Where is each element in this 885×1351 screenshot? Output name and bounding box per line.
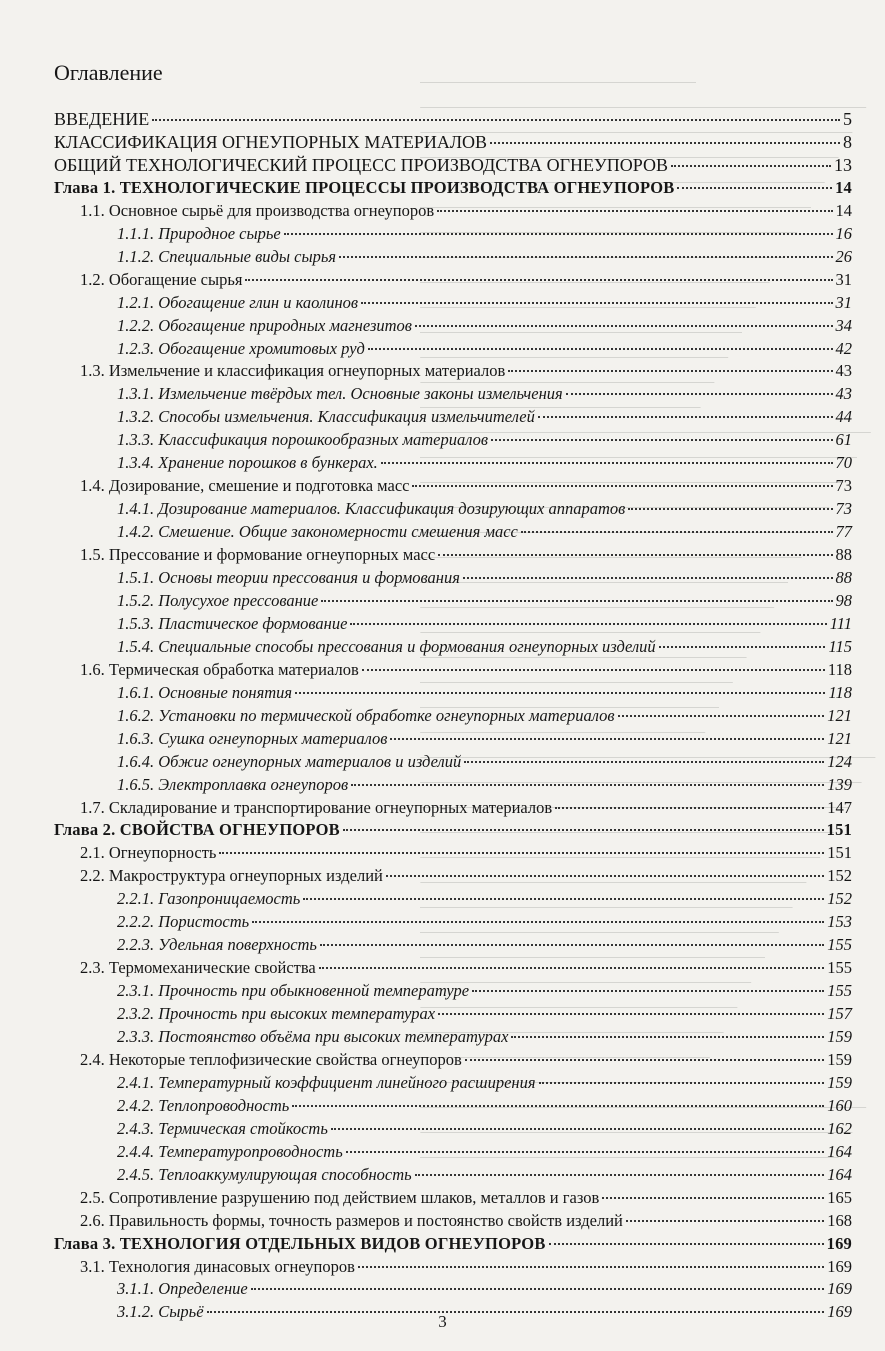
toc-entry-page: 124 <box>827 752 852 771</box>
dot-leader <box>438 1013 824 1015</box>
dot-leader <box>390 738 824 740</box>
dot-leader <box>320 944 824 946</box>
dot-leader <box>602 1197 824 1199</box>
toc-subsubsection <box>117 1164 852 1186</box>
toc-entry-page: 168 <box>827 1211 852 1230</box>
toc-entry-page: 88 <box>835 568 852 587</box>
toc-entry-page: 5 <box>843 109 852 129</box>
dot-leader <box>362 669 825 671</box>
toc-entry-title: 1.6.4. Обжиг огнеупорных материалов и изделий <box>117 752 462 771</box>
toc-entry-title: 2.3.1. Прочность при обыкновенной температуре <box>117 981 470 1000</box>
toc-entry-title: 1.6.1. Основные понятия <box>117 683 293 702</box>
toc-entry-page: 157 <box>827 1004 852 1023</box>
toc-subsubsection <box>117 1118 852 1140</box>
toc-subsubsection <box>117 521 852 543</box>
page-number: 3 <box>438 1312 447 1331</box>
toc-entry-title: 1.3. Измельчение и классификация огнеупорных материалов <box>80 361 506 380</box>
toc-entry-page: 73 <box>835 476 852 495</box>
toc-entry-title: КЛАССИФИКАЦИЯ ОГНЕУПОРНЫХ МАТЕРИАЛОВ <box>54 132 488 152</box>
dot-leader <box>618 715 825 717</box>
dot-leader <box>412 485 832 487</box>
toc-entry-title: 2.3. Термомеханические свойства <box>80 958 316 977</box>
toc-entry-page: 121 <box>827 706 852 725</box>
toc-entry-page: 34 <box>835 316 852 335</box>
toc-subsection <box>80 475 852 497</box>
toc-entry-page: 155 <box>827 981 852 1000</box>
toc-subsubsection <box>117 888 852 910</box>
toc-subsubsection <box>117 498 852 520</box>
toc-entry-title: 3.1. Технология динасовых огнеупоров <box>80 1257 355 1276</box>
toc-chapter <box>54 819 852 841</box>
dot-leader <box>339 256 832 258</box>
toc-entry-title: 2.4.2. Теплопроводность <box>117 1096 290 1115</box>
toc-entry-page: 70 <box>835 453 852 472</box>
toc-entry-title: 2.4.4. Температуропроводность <box>117 1142 343 1161</box>
toc-entry-title: 2.1. Огнеупорность <box>80 843 217 862</box>
toc-subsubsection <box>117 1072 852 1094</box>
dot-leader <box>626 1220 824 1222</box>
toc-entry-title: 1.3.3. Классификация порошкообразных материалов <box>117 430 489 449</box>
toc-entry-page: 13 <box>834 155 852 175</box>
toc-entry-page: 111 <box>829 614 852 633</box>
toc-entry-title: 1.3.4. Хранение порошков в бункерах. <box>117 453 378 472</box>
toc-entry-page: 159 <box>827 1027 852 1046</box>
toc-subsubsection <box>117 429 852 451</box>
dot-leader <box>303 898 824 900</box>
dot-leader <box>521 531 833 533</box>
toc-entry-title: Глава 1. ТЕХНОЛОГИЧЕСКИЕ ПРОЦЕССЫ ПРОИЗВОДСТВА ОГНЕУПОРОВ <box>54 178 675 197</box>
dot-leader <box>331 1128 824 1130</box>
toc-entry-page: 164 <box>827 1142 852 1161</box>
dot-leader <box>508 370 832 372</box>
toc-entry-title: 1.6.5. Электроплавка огнеупоров <box>117 775 349 794</box>
page-title: Оглавление <box>54 60 163 85</box>
dot-leader <box>292 1105 824 1107</box>
toc-entry-page: 14 <box>835 178 852 197</box>
toc-entry-page: 151 <box>826 820 852 839</box>
dot-leader <box>463 577 833 579</box>
toc-entry-page: 164 <box>827 1165 852 1184</box>
toc-entry-title: 2.3.3. Постоянство объёма при высоких температурах <box>117 1027 509 1046</box>
dot-leader <box>358 1266 824 1268</box>
toc-entry-page: 43 <box>835 384 852 403</box>
toc-subsubsection <box>117 774 852 796</box>
toc-entry-title: 1.4.2. Смешение. Общие закономерности смешения масс <box>117 522 518 541</box>
dot-leader <box>628 508 832 510</box>
toc-subsection <box>80 269 852 291</box>
dot-leader <box>350 623 826 625</box>
toc-subsubsection <box>117 980 852 1002</box>
toc-entry-page: 159 <box>827 1050 852 1069</box>
toc-subsection <box>80 957 852 979</box>
toc-subsection <box>80 544 852 566</box>
toc-entry-page: 73 <box>835 499 852 518</box>
toc-subsubsection <box>117 613 852 635</box>
toc-entry-title: 2.2.1. Газопроницаемость <box>117 889 301 908</box>
toc-entry-title: 1.6.3. Сушка огнеупорных материалов <box>117 729 388 748</box>
toc-subsubsection <box>117 590 852 612</box>
toc-entry-page: 155 <box>827 935 852 954</box>
toc-entry-title: 2.2. Макроструктура огнеупорных изделий <box>80 866 383 885</box>
toc-entry-page: 77 <box>835 522 852 541</box>
toc-chapter <box>54 1233 852 1255</box>
toc-entry-title: 1.5.1. Основы теории прессования и формования <box>117 568 460 587</box>
toc-subsubsection <box>117 1026 852 1048</box>
dot-leader <box>321 600 832 602</box>
toc-entry-title: 2.4.3. Термическая стойкость <box>117 1119 328 1138</box>
dot-leader <box>343 829 824 831</box>
toc-subsection <box>80 797 852 819</box>
toc-entry-title: 1.6. Термическая обработка материалов <box>80 660 359 679</box>
toc-entry-page: 118 <box>828 683 852 702</box>
dot-leader <box>319 967 824 969</box>
toc-entry-title: 2.2.3. Удельная поверхность <box>117 935 317 954</box>
toc-entry-title: 1.5.2. Полусухое прессование <box>117 591 319 610</box>
toc-entry-page: 42 <box>835 339 852 358</box>
dot-leader <box>671 165 831 167</box>
toc-subsubsection <box>117 636 852 658</box>
toc-subsubsection <box>117 934 852 956</box>
dot-leader <box>472 990 824 992</box>
dot-leader <box>381 462 833 464</box>
toc-entry-title: 1.1.2. Специальные виды сырья <box>117 247 337 266</box>
toc-entry-title: 2.4. Некоторые теплофизические свойства огнеупоров <box>80 1050 462 1069</box>
toc-entry-title: 1.2.2. Обогащение природных магнезитов <box>117 316 412 335</box>
toc-entry-title: 2.5. Сопротивление разрушению под действием шлаков, металлов и газов <box>80 1188 600 1207</box>
toc-subsection <box>80 1187 852 1209</box>
toc-subsubsection <box>117 223 852 245</box>
toc-subsection <box>80 200 852 222</box>
toc-section <box>54 108 852 130</box>
toc-subsection <box>80 1049 852 1071</box>
dot-leader <box>539 1082 825 1084</box>
dot-leader <box>438 554 832 556</box>
toc-entry-title: 2.2.2. Пористость <box>117 912 250 931</box>
toc-entry-title: 1.1.1. Природное сырье <box>117 224 281 243</box>
toc-subsection <box>80 1210 852 1232</box>
toc-entry-title: 1.3.1. Измельчение твёрдых тел. Основные законы измельчения <box>117 384 563 403</box>
toc-entry-page: 159 <box>827 1073 852 1092</box>
toc-entry-title: ОБЩИЙ ТЕХНОЛОГИЧЕСКИЙ ПРОЦЕСС ПРОИЗВОДСТВА ОГНЕУПОРОВ <box>54 155 669 175</box>
toc-entry-page: 26 <box>835 247 852 266</box>
toc-entry-page: 98 <box>835 591 852 610</box>
dot-leader <box>549 1243 824 1245</box>
dot-leader <box>219 852 824 854</box>
toc-subsubsection <box>117 383 852 405</box>
dot-leader <box>346 1151 825 1153</box>
toc-chapter <box>54 177 852 199</box>
toc-entry-page: 152 <box>827 866 852 885</box>
toc-entry-title: 3.1.2. Сырьё <box>117 1302 204 1321</box>
toc-entry-title: 1.2. Обогащение сырья <box>80 270 243 289</box>
dot-leader <box>437 210 832 212</box>
toc-subsubsection <box>117 338 852 360</box>
toc-subsubsection <box>117 705 852 727</box>
toc-entry-title: 1.5.4. Специальные способы прессования и формования огнеупорных изделий <box>117 637 656 656</box>
toc-entry-page: 169 <box>827 1302 852 1321</box>
toc-entry-page: 151 <box>827 843 852 862</box>
toc-subsubsection <box>117 292 852 314</box>
toc-entry-page: 147 <box>827 798 852 817</box>
toc-subsubsection <box>117 567 852 589</box>
toc-entry-title: 2.6. Правильность формы, точность размеров и постоянство свойств изделий <box>80 1211 623 1230</box>
toc-entry-title: 1.4.1. Дозирование материалов. Классификация дозирующих аппаратов <box>117 499 626 518</box>
toc-entry-title: 1.1. Основное сырьё для производства огнеупоров <box>80 201 435 220</box>
toc-subsection <box>80 360 852 382</box>
toc-subsubsection <box>117 751 852 773</box>
toc-subsubsection <box>117 1003 852 1025</box>
toc-entry-page: 153 <box>827 912 852 931</box>
toc-subsubsection <box>117 452 852 474</box>
dot-leader <box>415 1174 825 1176</box>
toc-subsubsection <box>117 406 852 428</box>
toc-subsubsection <box>117 246 852 268</box>
toc-entry-page: 169 <box>827 1279 852 1298</box>
dot-leader <box>465 1059 825 1061</box>
toc-subsection <box>80 842 852 864</box>
toc-subsubsection <box>117 315 852 337</box>
toc-entry-page: 16 <box>835 224 852 243</box>
toc-entry-page: 155 <box>827 958 852 977</box>
dot-leader <box>491 439 832 441</box>
toc-entry-page: 14 <box>835 201 852 220</box>
toc-entry-page: 160 <box>827 1096 852 1115</box>
toc-subsubsection <box>117 1141 852 1163</box>
bleed-through-line <box>420 68 696 83</box>
dot-leader <box>511 1036 824 1038</box>
toc-entry-page: 44 <box>835 407 852 426</box>
toc-entry-title: ВВЕДЕНИЕ <box>54 109 150 129</box>
toc-entry-title: 1.3.2. Способы измельчения. Классификация измельчителей <box>117 407 535 426</box>
toc-entry-page: 162 <box>827 1119 852 1138</box>
toc-entry-title: 1.6.2. Установки по термической обработке огнеупорных материалов <box>117 706 615 725</box>
toc-entry-page: 8 <box>843 132 852 152</box>
toc-entry-page: 61 <box>835 430 852 449</box>
toc-entry-title: 1.2.1. Обогащение глин и каолинов <box>117 293 359 312</box>
toc-entry-title: 1.4. Дозирование, смешение и подготовка масс <box>80 476 410 495</box>
bleed-through-line <box>420 93 866 108</box>
toc-section <box>54 131 852 153</box>
dot-leader <box>295 692 825 694</box>
dot-leader <box>351 784 824 786</box>
dot-leader <box>464 761 824 763</box>
toc-entry-title: Глава 2. СВОЙСТВА ОГНЕУПОРОВ <box>54 820 340 839</box>
toc-section <box>54 154 852 176</box>
toc-entry-page: 88 <box>835 545 852 564</box>
toc-entry-page: 31 <box>835 293 852 312</box>
dot-leader <box>252 921 824 923</box>
toc-subsection <box>80 659 852 681</box>
toc-subsubsection <box>117 911 852 933</box>
toc-subsection <box>80 1256 852 1278</box>
dot-leader <box>152 119 840 121</box>
toc-entry-title: 1.7. Складирование и транспортирование огнеупорных материалов <box>80 798 553 817</box>
toc-entry-title: 1.2.3. Обогащение хромитовых руд <box>117 339 365 358</box>
toc-entry-title: 2.3.2. Прочность при высоких температурах <box>117 1004 436 1023</box>
toc-entry-title: 2.4.5. Теплоаккумулирующая способность <box>117 1165 412 1184</box>
toc-entry-title: 2.4.1. Температурный коэффициент линейного расширения <box>117 1073 536 1092</box>
toc-entry-page: 121 <box>827 729 852 748</box>
dot-leader <box>368 348 833 350</box>
dot-leader <box>284 233 833 235</box>
dot-leader <box>361 302 832 304</box>
dot-leader <box>566 393 833 395</box>
toc-entry-title: Глава 3. ТЕХНОЛОГИЯ ОТДЕЛЬНЫХ ВИДОВ ОГНЕУПОРОВ <box>54 1234 546 1253</box>
dot-leader <box>415 325 833 327</box>
toc-entry-page: 165 <box>827 1188 852 1207</box>
toc-subsubsection <box>117 1278 852 1300</box>
toc-entry-page: 43 <box>835 361 852 380</box>
toc-entry-page: 169 <box>827 1257 852 1276</box>
toc-entry-page: 139 <box>827 775 852 794</box>
toc-entry-title: 3.1.1. Определение <box>117 1279 248 1298</box>
dot-leader <box>386 875 824 877</box>
toc-entry-page: 169 <box>826 1234 852 1253</box>
dot-leader <box>245 279 832 281</box>
dot-leader <box>555 807 824 809</box>
dot-leader <box>538 416 833 418</box>
toc-entry-page: 118 <box>827 660 852 679</box>
toc-subsubsection <box>117 682 852 704</box>
toc-entry-title: 1.5. Прессование и формование огнеупорных масс <box>80 545 436 564</box>
dot-leader <box>490 142 840 144</box>
toc-subsubsection <box>117 728 852 750</box>
toc-entry-title: 1.5.3. Пластическое формование <box>117 614 348 633</box>
toc-entry-page: 115 <box>828 637 852 656</box>
dot-leader <box>677 187 832 189</box>
toc-subsubsection <box>117 1095 852 1117</box>
toc-entry-page: 31 <box>835 270 852 289</box>
toc-entry-page: 152 <box>827 889 852 908</box>
toc-subsection <box>80 865 852 887</box>
dot-leader <box>659 646 826 648</box>
dot-leader <box>251 1288 825 1290</box>
